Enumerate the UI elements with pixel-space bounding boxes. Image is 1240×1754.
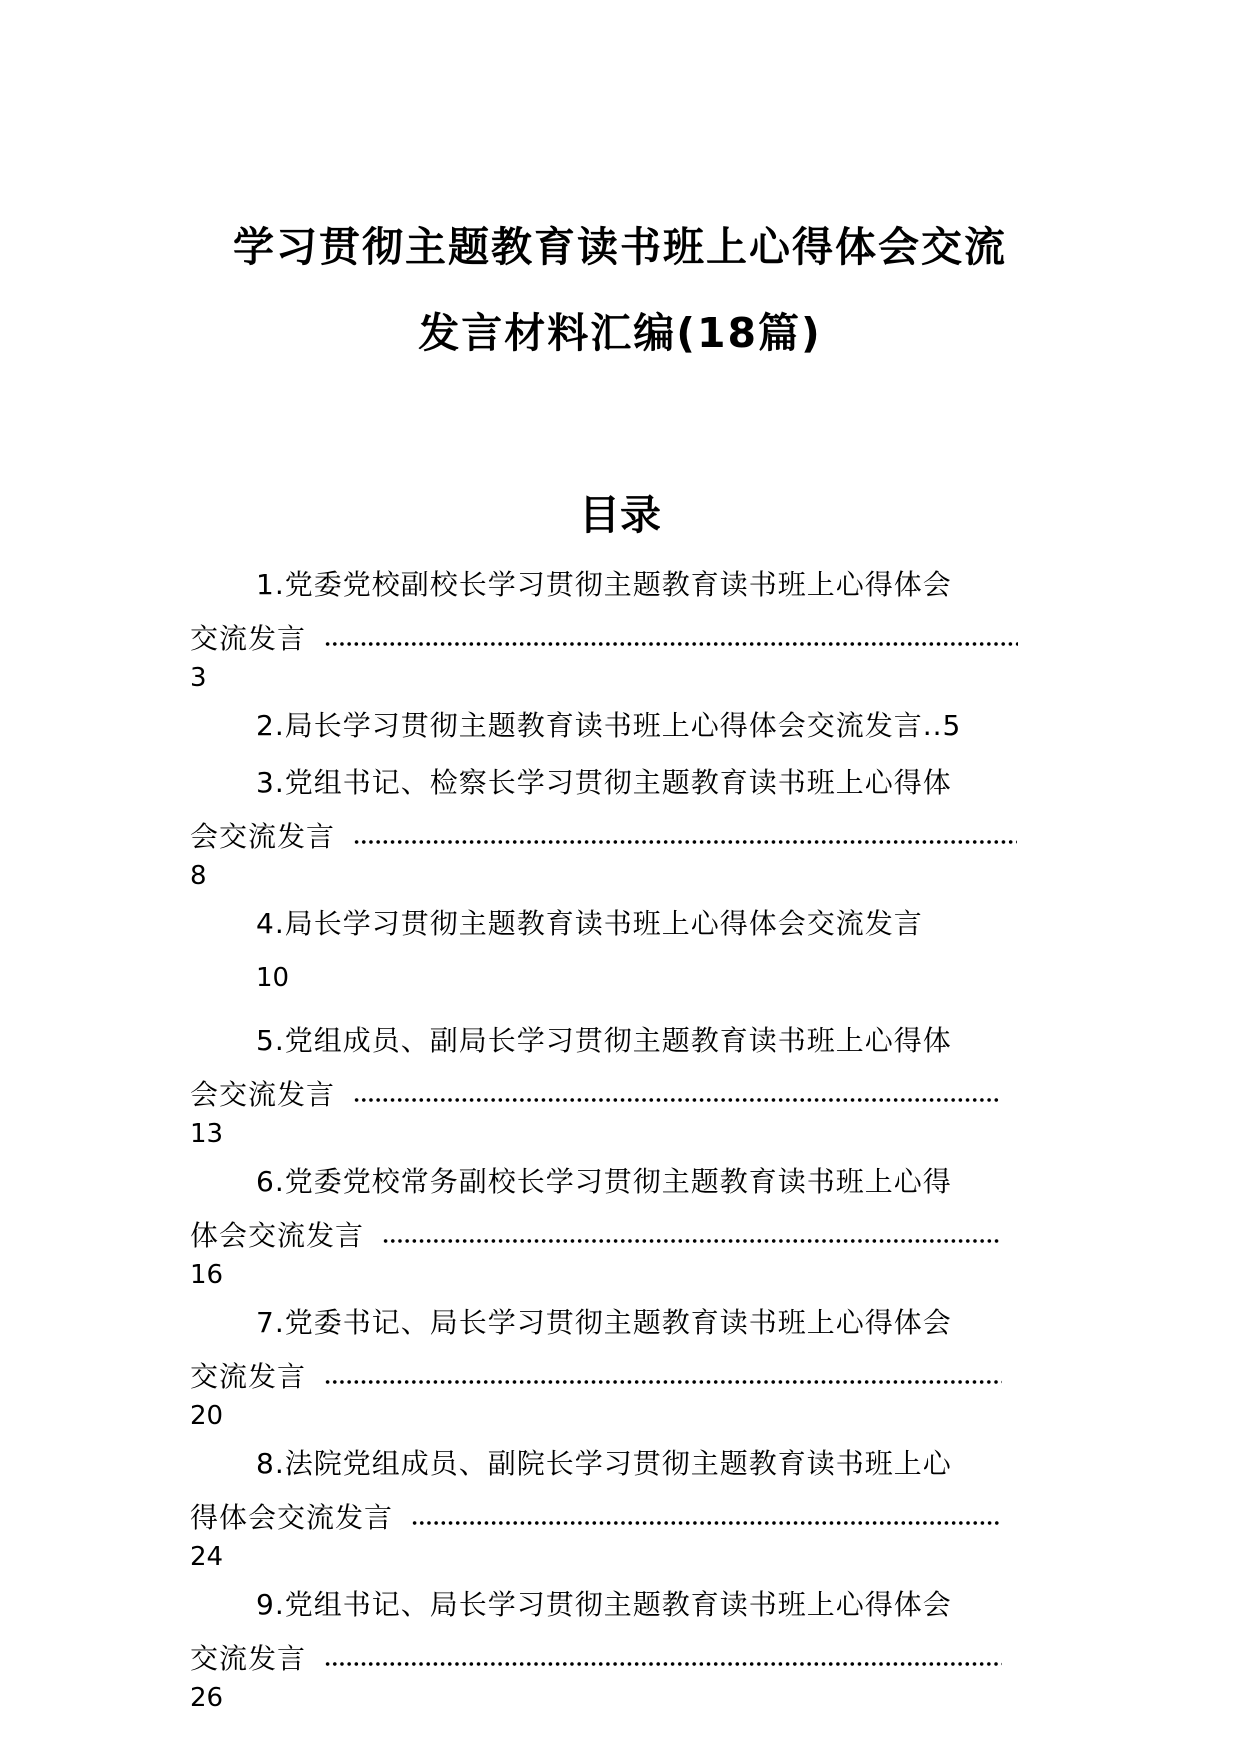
toc-entry-4-page: 10	[256, 963, 290, 993]
toc-entry-8-page: 24	[190, 1542, 224, 1572]
toc-leader-dots	[353, 838, 1017, 846]
toc-entry-8-text: 得体会交流发言	[190, 1501, 394, 1534]
toc-entry-5-page: 13	[190, 1119, 224, 1149]
toc-entry-1-page: 3	[190, 663, 207, 693]
toc-leader-dots	[324, 1378, 1002, 1386]
toc-entry-5-text: 会交流发言	[190, 1078, 336, 1111]
toc-entry-9-page: 26	[190, 1683, 224, 1713]
toc-entry-3-page: 8	[190, 861, 207, 891]
toc-heading: 目录	[579, 491, 661, 539]
toc-entry-3-text: 会交流发言	[190, 820, 336, 853]
toc-entry-3-line-2	[190, 819, 1017, 855]
toc-entry-4-line-1: 4.局长学习贯彻主题教育读书班上心得体会交流发言	[256, 907, 923, 940]
toc-leader-dots	[353, 1096, 1001, 1104]
toc-leader-dots	[411, 1519, 999, 1527]
toc-entry-2-line-1: 2.局长学习贯彻主题教育读书班上心得体会交流发言..5	[256, 709, 962, 742]
toc-leader-dots	[324, 1660, 1002, 1668]
toc-entry-8-line-2	[190, 1500, 999, 1536]
toc-entry-7-line-1: 7.党委书记、局长学习贯彻主题教育读书班上心得体会	[256, 1306, 952, 1339]
toc-leader-dots	[382, 1237, 1000, 1245]
document-title-line-2: 发言材料汇编(18篇)	[418, 309, 822, 357]
toc-entry-6-line-1: 6.党委党校常务副校长学习贯彻主题教育读书班上心得	[256, 1165, 952, 1198]
toc-entry-1-text: 交流发言	[190, 622, 307, 655]
toc-entry-7-text: 交流发言	[190, 1360, 307, 1393]
toc-entry-8-line-1: 8.法院党组成员、副院长学习贯彻主题教育读书班上心	[256, 1447, 952, 1480]
document-title-line-1: 学习贯彻主题教育读书班上心得体会交流	[233, 223, 1007, 271]
toc-entry-5-line-2	[190, 1077, 1001, 1113]
toc-entry-3-line-1: 3.党组书记、检察长学习贯彻主题教育读书班上心得体	[256, 766, 952, 799]
toc-entry-1-line-1: 1.党委党校副校长学习贯彻主题教育读书班上心得体会	[256, 568, 952, 601]
toc-entry-1-line-2	[190, 621, 1018, 657]
toc-entry-7-line-2	[190, 1359, 1002, 1395]
toc-entry-6-page: 16	[190, 1260, 224, 1290]
toc-entry-6-line-2	[190, 1218, 1000, 1254]
toc-leader-dots	[324, 640, 1018, 648]
toc-entry-9-line-2	[190, 1641, 1002, 1677]
toc-entry-5-line-1: 5.党组成员、副局长学习贯彻主题教育读书班上心得体	[256, 1024, 952, 1057]
toc-entry-9-text: 交流发言	[190, 1642, 307, 1675]
toc-entry-9-line-1: 9.党组书记、局长学习贯彻主题教育读书班上心得体会	[256, 1588, 952, 1621]
toc-entry-6-text: 体会交流发言	[190, 1219, 365, 1252]
toc-entry-7-page: 20	[190, 1401, 224, 1431]
